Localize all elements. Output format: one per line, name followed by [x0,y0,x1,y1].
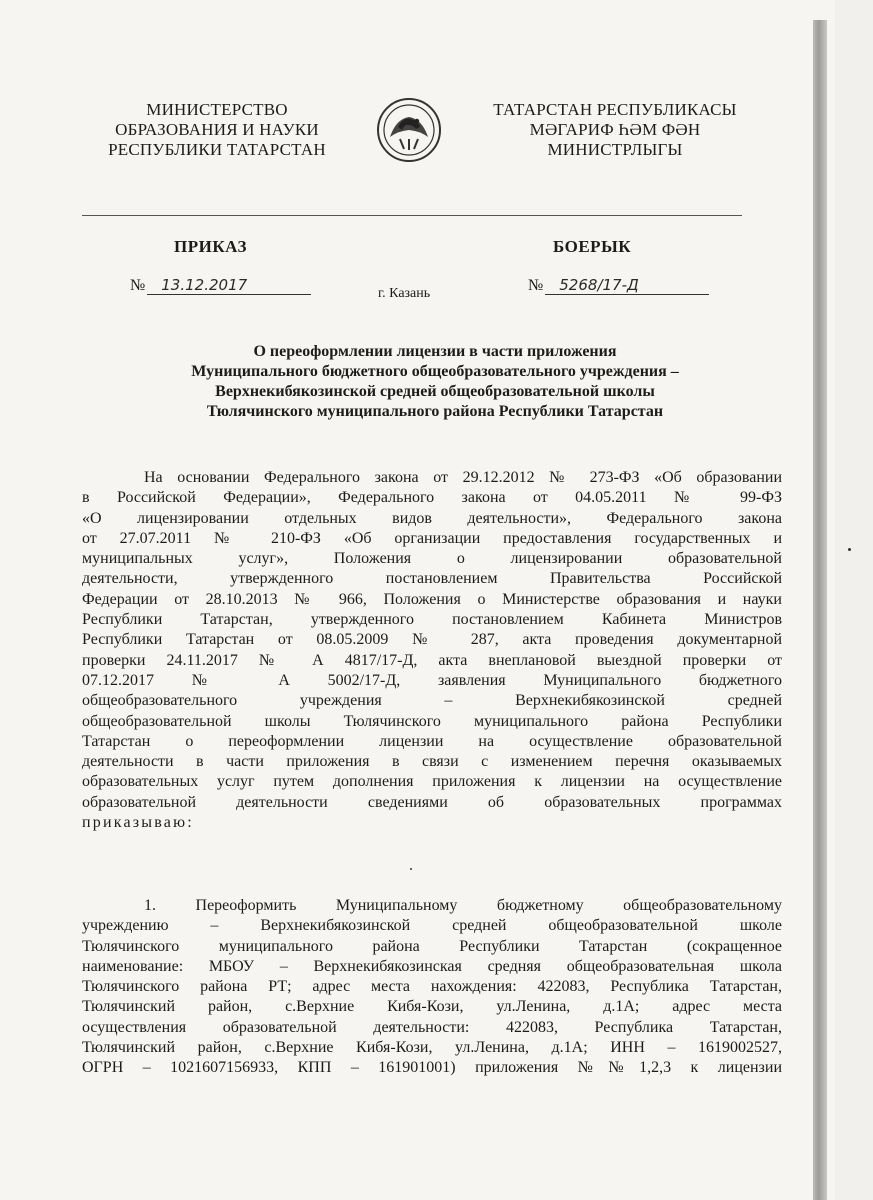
tatarstan-emblem-icon [376,97,442,163]
ministry-tt-line: МӘГАРИФ ҺӘМ ФӘН [529,120,701,139]
subject-line: Тюлячинского муниципального района Республики Татарстан [206,403,664,420]
text-line: Федерации от 28.10.2013 № 966, Положения о Министерстве образования и науки [82,590,782,608]
scan-speck [848,548,851,551]
text-line: Республики Татарстан от 08.05.2009 № 287, акта проведения документарной [82,631,782,649]
text-line: «О лицензировании отдельных видов деятельности», Федерального закона [82,509,782,527]
text-line-ordering: приказываю: [82,814,194,832]
text-line: Тюлячинского муниципального района Республики Татарстан (сокращенное [82,937,782,955]
text-line: Татарстан о переоформлении лицензии на осуществление образовательной [82,732,782,750]
ministry-name-ru [82,100,352,160]
text-line: Тюлячинского района РТ; адрес места нахождения: 422083, Республика Татарстан, [82,978,782,996]
ministry-name-tt [470,100,760,160]
order-number-line [528,276,709,295]
text-line: общеобразовательного учреждения – Верхнекибякозинской средней [82,692,782,710]
order-title-ru: ПРИКАЗ [174,237,247,256]
number-sign: № [130,277,146,294]
preamble-paragraph [82,468,782,833]
text-line: 07.12.2017 № А 5002/17-Д, заявления Муниципального бюджетного [82,671,782,689]
subject-line: Муниципального бюджетного общеобразовательного учреждения – [191,363,679,380]
text-line: ОГРН – 1021607156933, КПП – 161901001) приложения №№1,2,3 к лицензии [82,1059,782,1077]
order-date-line [130,276,311,295]
text-line: в Российской Федерации», Федерального закона от 04.05.2011 № 99-ФЗ [82,489,782,507]
text-line: осуществления образовательной деятельности: 422083, Республика Татарстан, [82,1018,782,1036]
text-line: от 27.07.2011 № 210-ФЗ «Об организации предоставления государственных и [82,529,782,547]
subject-line: Верхнекибякозинской средней общеобразовательной школы [215,383,655,400]
ministry-tt-line: ТАТАРСТАН РЕСПУБЛИКАСЫ [493,100,737,119]
text-line: деятельности, утвержденного постановлением Правительства Российской [82,570,782,588]
text-line: 1. Переоформить Муниципальному бюджетному общеобразовательному [144,897,782,914]
text-line: образовательных услуг путем дополнения приложения к лицензии на осуществление [82,773,782,791]
ministry-tt-line: МИНИСТРЛЫГЫ [547,140,683,159]
text-line: Республики Татарстан, утвержденного постановлением Кабинета Министров [82,611,782,629]
text-line: учреждению – Верхнекибякозинской средней общеобразовательной школе [82,917,782,935]
text-line: деятельности в части приложения в связи с изменением перечня оказываемых [82,753,782,771]
text-line: проверки 24.11.2017 № А 4817/17-Д, акта внеплановой выездной проверки от [82,651,782,669]
order-date-handwritten: 13.12.2017 [147,276,311,295]
city-label: г. Казань [378,286,431,301]
number-sign: № [528,277,544,294]
scan-speck [410,868,412,870]
order-number-handwritten: 5268/17-Д [545,276,709,295]
header-divider [82,215,742,216]
subject-line: О переоформлении лицензии в части приложения [253,343,617,360]
ministry-ru-line: ОБРАЗОВАНИЯ И НАУКИ [115,120,319,139]
text-line: наименование: МБОУ – Верхнекибякозинская средняя общеобразовательная школа [82,957,782,975]
text-line: Тюлячинский район, с.Верхние Кибя-Кози, ул.Ленина, д.1А; ИНН – 1619002527, [82,1039,782,1057]
clause-1-paragraph [82,896,782,1079]
scan-margin [835,0,873,1200]
text-line: На основании Федерального закона от 29.12.2012 № 273-ФЗ «Об образовании [144,469,782,486]
text-line: образовательной деятельности сведениями об образовательных программах [82,793,782,811]
ministry-ru-line: МИНИСТЕРСТВО [146,100,288,119]
text-line: Тюлячинский район, с.Верхние Кибя-Кози, ул.Ленина, д.1А; адрес места [82,998,782,1016]
text-line: муниципальных услуг», Положения о лицензировании образовательной [82,550,782,568]
text-line: общеобразовательной школы Тюлячинского муниципального района Республики [82,712,782,730]
scan-edge-shadow [813,20,827,1200]
order-subject [70,342,800,422]
order-title-tt: БОЕРЫК [553,237,632,256]
ministry-ru-line: РЕСПУБЛИКИ ТАТАРСТАН [108,140,326,159]
